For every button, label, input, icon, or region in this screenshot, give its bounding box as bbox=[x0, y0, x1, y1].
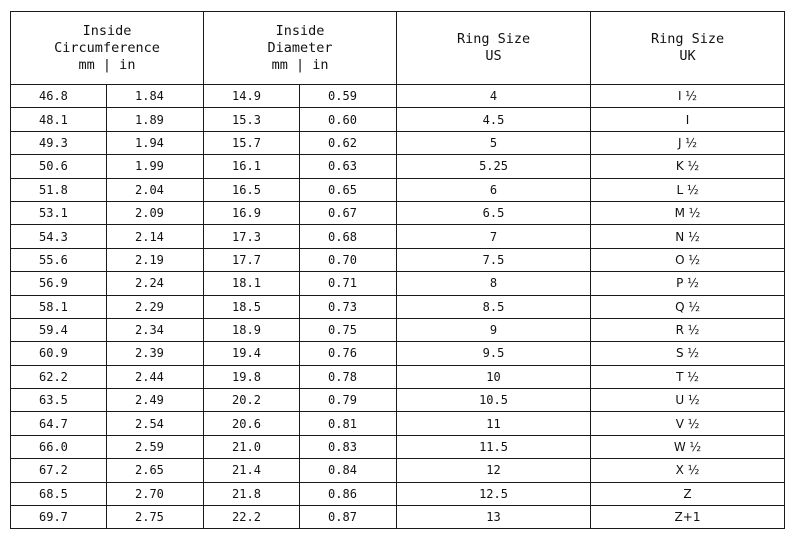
cell-diameter-in: 0.70 bbox=[300, 248, 397, 271]
cell-ring-size-us: 8 bbox=[397, 272, 591, 295]
table-row bbox=[11, 108, 785, 131]
cell-circumference-in: 2.70 bbox=[107, 482, 204, 505]
cell-diameter-mm: 17.7 bbox=[204, 248, 300, 271]
cell-ring-size-uk: I ½ bbox=[591, 85, 785, 108]
cell-ring-size-us: 4.5 bbox=[397, 108, 591, 131]
cell-ring-size-uk: T ½ bbox=[591, 365, 785, 388]
cell-diameter-mm: 14.9 bbox=[204, 85, 300, 108]
cell-diameter-mm: 16.1 bbox=[204, 155, 300, 178]
cell-circumference-in: 2.54 bbox=[107, 412, 204, 435]
cell-diameter-in: 0.78 bbox=[300, 365, 397, 388]
cell-circumference-in: 2.24 bbox=[107, 272, 204, 295]
cell-circumference-mm: 68.5 bbox=[11, 482, 107, 505]
cell-ring-size-us: 9.5 bbox=[397, 342, 591, 365]
header-inside-diameter bbox=[204, 12, 397, 85]
cell-diameter-mm: 21.0 bbox=[204, 435, 300, 458]
table-row bbox=[11, 131, 785, 154]
cell-circumference-mm: 62.2 bbox=[11, 365, 107, 388]
header-ring-size-us bbox=[397, 12, 591, 85]
header-circumference-line-2: Circumference bbox=[54, 39, 160, 56]
cell-ring-size-uk: Z bbox=[591, 482, 785, 505]
table-row bbox=[11, 178, 785, 201]
cell-circumference-mm: 63.5 bbox=[11, 389, 107, 412]
header-inside-circumference bbox=[11, 12, 204, 85]
cell-circumference-mm: 66.0 bbox=[11, 435, 107, 458]
cell-ring-size-us: 12 bbox=[397, 459, 591, 482]
cell-circumference-in: 2.59 bbox=[107, 435, 204, 458]
cell-ring-size-us: 12.5 bbox=[397, 482, 591, 505]
cell-diameter-mm: 17.3 bbox=[204, 225, 300, 248]
cell-circumference-mm: 54.3 bbox=[11, 225, 107, 248]
cell-diameter-mm: 21.4 bbox=[204, 459, 300, 482]
cell-circumference-in: 2.39 bbox=[107, 342, 204, 365]
cell-circumference-mm: 67.2 bbox=[11, 459, 107, 482]
cell-circumference-in: 2.34 bbox=[107, 318, 204, 341]
header-ring-size-uk bbox=[591, 12, 785, 85]
cell-ring-size-us: 10 bbox=[397, 365, 591, 388]
cell-circumference-mm: 48.1 bbox=[11, 108, 107, 131]
header-row bbox=[11, 12, 785, 85]
cell-ring-size-uk: X ½ bbox=[591, 459, 785, 482]
cell-circumference-in: 2.19 bbox=[107, 248, 204, 271]
cell-diameter-mm: 15.3 bbox=[204, 108, 300, 131]
cell-ring-size-us: 13 bbox=[397, 506, 591, 529]
cell-diameter-in: 0.59 bbox=[300, 85, 397, 108]
cell-diameter-mm: 18.9 bbox=[204, 318, 300, 341]
cell-ring-size-uk: U ½ bbox=[591, 389, 785, 412]
cell-circumference-mm: 69.7 bbox=[11, 506, 107, 529]
cell-ring-size-uk: I bbox=[591, 108, 785, 131]
table-row bbox=[11, 201, 785, 224]
cell-ring-size-us: 11 bbox=[397, 412, 591, 435]
header-uk-line-1: Ring Size bbox=[650, 31, 725, 47]
cell-ring-size-uk: K ½ bbox=[591, 155, 785, 178]
table-row bbox=[11, 295, 785, 318]
size-rows bbox=[11, 85, 785, 529]
cell-circumference-mm: 55.6 bbox=[11, 248, 107, 271]
cell-circumference-mm: 60.9 bbox=[11, 342, 107, 365]
cell-ring-size-us: 5 bbox=[397, 131, 591, 154]
header-diameter-units: mm | in bbox=[271, 56, 329, 73]
table-row bbox=[11, 318, 785, 341]
table-row bbox=[11, 365, 785, 388]
cell-diameter-mm: 16.9 bbox=[204, 201, 300, 224]
cell-ring-size-us: 8.5 bbox=[397, 295, 591, 318]
cell-diameter-in: 0.81 bbox=[300, 412, 397, 435]
cell-ring-size-uk: R ½ bbox=[591, 318, 785, 341]
cell-circumference-in: 2.09 bbox=[107, 201, 204, 224]
cell-diameter-in: 0.65 bbox=[300, 178, 397, 201]
table-row bbox=[11, 482, 785, 505]
cell-diameter-mm: 21.8 bbox=[204, 482, 300, 505]
table-row bbox=[11, 459, 785, 482]
cell-diameter-in: 0.67 bbox=[300, 201, 397, 224]
cell-circumference-in: 2.44 bbox=[107, 365, 204, 388]
cell-circumference-mm: 59.4 bbox=[11, 318, 107, 341]
cell-circumference-in: 1.84 bbox=[107, 85, 204, 108]
cell-diameter-in: 0.71 bbox=[300, 272, 397, 295]
cell-ring-size-uk: M ½ bbox=[591, 201, 785, 224]
cell-ring-size-uk: W ½ bbox=[591, 435, 785, 458]
table-row bbox=[11, 389, 785, 412]
table-row bbox=[11, 85, 785, 108]
cell-circumference-mm: 49.3 bbox=[11, 131, 107, 154]
cell-ring-size-us: 11.5 bbox=[397, 435, 591, 458]
table-row bbox=[11, 342, 785, 365]
table-row bbox=[11, 506, 785, 529]
cell-ring-size-us: 7.5 bbox=[397, 248, 591, 271]
cell-diameter-mm: 19.4 bbox=[204, 342, 300, 365]
cell-circumference-mm: 51.8 bbox=[11, 178, 107, 201]
cell-diameter-mm: 18.5 bbox=[204, 295, 300, 318]
cell-ring-size-us: 5.25 bbox=[397, 155, 591, 178]
cell-circumference-mm: 50.6 bbox=[11, 155, 107, 178]
cell-ring-size-us: 6 bbox=[397, 178, 591, 201]
cell-diameter-in: 0.86 bbox=[300, 482, 397, 505]
table-row bbox=[11, 248, 785, 271]
cell-diameter-mm: 15.7 bbox=[204, 131, 300, 154]
cell-ring-size-us: 9 bbox=[397, 318, 591, 341]
cell-diameter-mm: 19.8 bbox=[204, 365, 300, 388]
table-row bbox=[11, 225, 785, 248]
cell-diameter-in: 0.76 bbox=[300, 342, 397, 365]
cell-ring-size-us: 4 bbox=[397, 85, 591, 108]
cell-diameter-in: 0.73 bbox=[300, 295, 397, 318]
cell-circumference-in: 2.29 bbox=[107, 295, 204, 318]
header-circumference-line-1: Inside bbox=[82, 22, 132, 39]
ring-size-chart bbox=[10, 11, 785, 529]
cell-ring-size-uk: Q ½ bbox=[591, 295, 785, 318]
cell-circumference-in: 2.49 bbox=[107, 389, 204, 412]
cell-diameter-in: 0.68 bbox=[300, 225, 397, 248]
cell-ring-size-us: 10.5 bbox=[397, 389, 591, 412]
cell-diameter-in: 0.60 bbox=[300, 108, 397, 131]
cell-ring-size-us: 7 bbox=[397, 225, 591, 248]
cell-circumference-in: 2.04 bbox=[107, 178, 204, 201]
cell-ring-size-uk: J ½ bbox=[591, 131, 785, 154]
cell-circumference-in: 2.75 bbox=[107, 506, 204, 529]
header-diameter-line-2: Diameter bbox=[267, 39, 333, 56]
cell-circumference-mm: 46.8 bbox=[11, 85, 107, 108]
cell-diameter-in: 0.62 bbox=[300, 131, 397, 154]
cell-ring-size-uk: O ½ bbox=[591, 248, 785, 271]
cell-circumference-mm: 64.7 bbox=[11, 412, 107, 435]
cell-ring-size-uk: V ½ bbox=[591, 412, 785, 435]
cell-circumference-in: 1.94 bbox=[107, 131, 204, 154]
cell-diameter-mm: 20.6 bbox=[204, 412, 300, 435]
header-diameter-line-1: Inside bbox=[275, 22, 325, 39]
cell-diameter-in: 0.84 bbox=[300, 459, 397, 482]
table-row bbox=[11, 272, 785, 295]
header-circumference-units: mm | in bbox=[78, 56, 136, 73]
table-row bbox=[11, 412, 785, 435]
cell-diameter-in: 0.75 bbox=[300, 318, 397, 341]
cell-diameter-in: 0.87 bbox=[300, 506, 397, 529]
cell-diameter-mm: 22.2 bbox=[204, 506, 300, 529]
cell-ring-size-uk: P ½ bbox=[591, 272, 785, 295]
cell-diameter-in: 0.83 bbox=[300, 435, 397, 458]
cell-diameter-in: 0.79 bbox=[300, 389, 397, 412]
cell-circumference-in: 2.14 bbox=[107, 225, 204, 248]
cell-ring-size-uk: L ½ bbox=[591, 178, 785, 201]
cell-ring-size-uk: Z+1 bbox=[591, 506, 785, 529]
cell-circumference-mm: 58.1 bbox=[11, 295, 107, 318]
header-us-line-1: Ring Size bbox=[456, 31, 531, 47]
header-us-line-2: US bbox=[485, 48, 502, 64]
cell-ring-size-us: 6.5 bbox=[397, 201, 591, 224]
cell-circumference-in: 2.65 bbox=[107, 459, 204, 482]
cell-diameter-mm: 20.2 bbox=[204, 389, 300, 412]
table-row bbox=[11, 435, 785, 458]
cell-circumference-in: 1.89 bbox=[107, 108, 204, 131]
cell-diameter-mm: 18.1 bbox=[204, 272, 300, 295]
cell-diameter-mm: 16.5 bbox=[204, 178, 300, 201]
cell-circumference-mm: 53.1 bbox=[11, 201, 107, 224]
cell-ring-size-uk: N ½ bbox=[591, 225, 785, 248]
table-row bbox=[11, 155, 785, 178]
header-uk-line-2: UK bbox=[679, 48, 696, 64]
cell-circumference-in: 1.99 bbox=[107, 155, 204, 178]
cell-ring-size-uk: S ½ bbox=[591, 342, 785, 365]
cell-diameter-in: 0.63 bbox=[300, 155, 397, 178]
cell-circumference-mm: 56.9 bbox=[11, 272, 107, 295]
